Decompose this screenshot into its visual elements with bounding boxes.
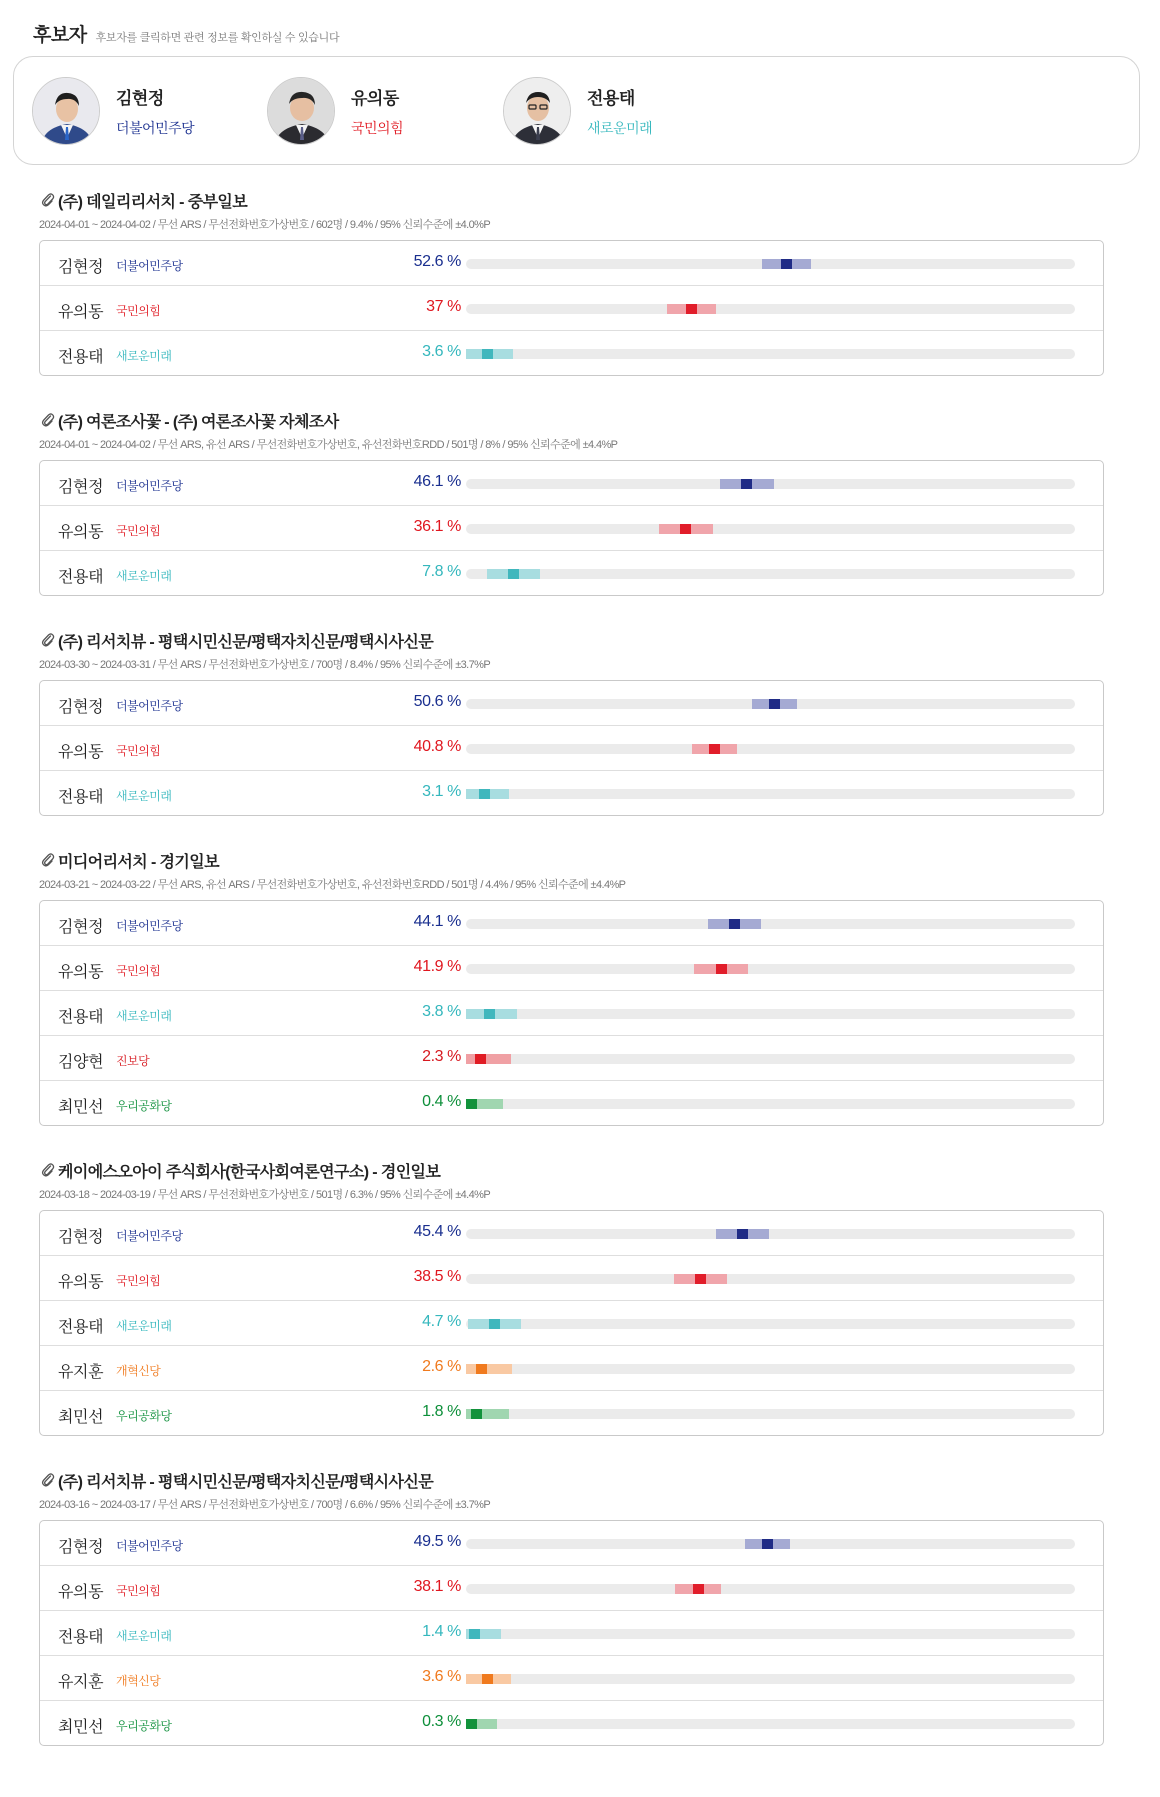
result-candidate-name: 유지훈 — [58, 1674, 104, 1691]
estimate-point-marker — [716, 964, 727, 974]
result-bar-track — [466, 1409, 1075, 1419]
poll-results-table — [39, 680, 1104, 816]
poll-results-table — [39, 900, 1104, 1126]
result-party-name: 국민의힘 — [116, 744, 161, 758]
result-percentage: 40.8 % — [413, 738, 461, 755]
poll-results-table — [39, 1210, 1104, 1436]
poll-meta: 2024-03-30 ~ 2024-03-31 / 무선 ARS / 무선전화번호가상번호 / 700명 / 8.4% / 95% 신뢰수준에 ±3.7%P — [39, 659, 491, 671]
estimate-point-marker — [737, 1229, 748, 1239]
candidate-party: 새로운미래 — [587, 120, 653, 136]
poll-results-table — [39, 240, 1104, 376]
estimate-point-marker — [489, 1319, 500, 1329]
poll-section — [39, 1470, 1104, 1746]
result-party-name: 국민의힘 — [116, 304, 161, 318]
result-candidate-name: 김현정 — [58, 1229, 104, 1246]
poll-section — [39, 630, 1104, 816]
result-row[interactable] — [40, 901, 1103, 946]
estimate-point-marker — [476, 1364, 487, 1374]
result-candidate-name: 김현정 — [58, 259, 104, 276]
result-party-name: 새로운미래 — [116, 569, 172, 583]
candidate-party: 더불어민주당 — [116, 120, 195, 136]
result-bar-track — [466, 1274, 1075, 1284]
result-candidate-name: 유의동 — [58, 524, 104, 541]
poll-title-row — [39, 410, 1104, 430]
candidate-name: 유의동 — [351, 89, 399, 108]
result-candidate-name: 김현정 — [58, 699, 104, 716]
result-party-name: 우리공화당 — [116, 1409, 172, 1423]
result-percentage: 7.8 % — [422, 563, 461, 580]
result-party-name: 더불어민주당 — [116, 919, 183, 933]
result-bar-track — [466, 1629, 1075, 1639]
result-percentage: 2.6 % — [422, 1358, 461, 1375]
result-row[interactable] — [40, 1256, 1103, 1301]
result-candidate-name: 최민선 — [58, 1409, 104, 1426]
result-bar-track — [466, 1319, 1075, 1329]
result-party-name: 국민의힘 — [116, 1274, 161, 1288]
result-percentage: 3.6 % — [422, 1668, 461, 1685]
poll-section — [39, 850, 1104, 1126]
poll-title: (주) 리서치뷰 - 평택시민신문/평택자치신문/평택시사신문 — [58, 633, 434, 651]
paperclip-icon — [41, 1162, 55, 1178]
result-bar-track — [466, 479, 1075, 489]
result-percentage: 45.4 % — [413, 1223, 461, 1240]
result-row[interactable] — [40, 551, 1103, 595]
poll-results-table — [39, 1520, 1104, 1746]
estimate-point-marker — [709, 744, 720, 754]
result-percentage: 3.8 % — [422, 1003, 461, 1020]
estimate-point-marker — [508, 569, 519, 579]
result-party-name: 개혁신당 — [116, 1364, 161, 1378]
poll-meta: 2024-03-21 ~ 2024-03-22 / 무선 ARS, 유선 ARS / 무선전화번호가상번호, 유선전화번호RDD / 501명 / 4.4% / 95% 신뢰수준에 ±4.4%P — [39, 879, 626, 891]
result-row[interactable] — [40, 286, 1103, 331]
result-row[interactable] — [40, 241, 1103, 286]
result-percentage: 4.7 % — [422, 1313, 461, 1330]
result-bar-track — [466, 1719, 1075, 1729]
poll-results-table — [39, 460, 1104, 596]
paperclip-icon — [41, 192, 55, 208]
candidate-card-kim[interactable] — [32, 77, 194, 145]
result-percentage: 2.3 % — [422, 1048, 461, 1065]
result-percentage: 36.1 % — [413, 518, 461, 535]
paperclip-icon — [41, 852, 55, 868]
result-party-name: 새로운미래 — [116, 1009, 172, 1023]
poll-meta: 2024-04-01 ~ 2024-04-02 / 무선 ARS, 유선 ARS / 무선전화번호가상번호, 유선전화번호RDD / 501명 / 8% / 95% 신뢰수준에 ±4.4%P — [39, 439, 618, 451]
result-party-name: 국민의힘 — [116, 1584, 161, 1598]
result-row[interactable] — [40, 946, 1103, 991]
result-party-name: 새로운미래 — [116, 1629, 172, 1643]
portrait-icon[interactable] — [503, 77, 571, 145]
estimate-point-marker — [482, 349, 493, 359]
result-row[interactable] — [40, 461, 1103, 506]
poll-meta: 2024-04-01 ~ 2024-04-02 / 무선 ARS / 무선전화번호가상번호 / 602명 / 9.4% / 95% 신뢰수준에 ±4.0%P — [39, 219, 491, 231]
poll-meta: 2024-03-16 ~ 2024-03-17 / 무선 ARS / 무선전화번호가상번호 / 700명 / 6.6% / 95% 신뢰수준에 ±3.7%P — [39, 1499, 491, 1511]
candidate-name: 전용태 — [587, 89, 635, 108]
candidate-card-jeon[interactable] — [503, 77, 652, 145]
result-candidate-name: 김현정 — [58, 479, 104, 496]
section-description: 후보자를 클릭하면 관련 정보를 확인하실 수 있습니다 — [95, 32, 340, 44]
result-candidate-name: 유지훈 — [58, 1364, 104, 1381]
result-percentage: 0.4 % — [422, 1093, 461, 1110]
poll-title-row — [39, 190, 1104, 210]
result-row[interactable] — [40, 1611, 1103, 1656]
estimate-point-marker — [781, 259, 792, 269]
result-party-name: 더불어민주당 — [116, 479, 183, 493]
result-row[interactable] — [40, 1036, 1103, 1081]
result-bar-track — [466, 789, 1075, 799]
result-row[interactable] — [40, 331, 1103, 375]
result-bar-track — [466, 524, 1075, 534]
estimate-point-marker — [484, 1009, 495, 1019]
result-party-name: 진보당 — [116, 1054, 150, 1068]
estimate-point-marker — [680, 524, 691, 534]
section-title: 후보자 — [33, 25, 87, 46]
result-bar-track — [466, 964, 1075, 974]
result-bar-track — [466, 919, 1075, 929]
result-candidate-name: 전용태 — [58, 789, 104, 806]
result-percentage: 46.1 % — [413, 473, 461, 490]
result-candidate-name: 전용태 — [58, 1009, 104, 1026]
result-percentage: 38.1 % — [413, 1578, 461, 1595]
result-candidate-name: 전용태 — [58, 1319, 104, 1336]
estimate-point-marker — [479, 789, 490, 799]
result-candidate-name: 전용태 — [58, 569, 104, 586]
result-party-name: 우리공화당 — [116, 1719, 172, 1733]
poll-section — [39, 1160, 1104, 1436]
result-row[interactable] — [40, 1566, 1103, 1611]
result-bar-track — [466, 1054, 1075, 1064]
estimate-point-marker — [741, 479, 752, 489]
paperclip-icon — [41, 632, 55, 648]
candidate-party: 국민의힘 — [351, 120, 404, 136]
poll-title-row — [39, 850, 1104, 870]
estimate-point-marker — [762, 1539, 773, 1549]
poll-meta: 2024-03-18 ~ 2024-03-19 / 무선 ARS / 무선전화번호가상번호 / 501명 / 6.3% / 95% 신뢰수준에 ±4.4%P — [39, 1189, 491, 1201]
result-party-name: 새로운미래 — [116, 1319, 172, 1333]
candidate-name: 김현정 — [116, 89, 164, 108]
result-row[interactable] — [40, 1701, 1103, 1745]
result-candidate-name: 최민선 — [58, 1719, 104, 1736]
poll-title: (주) 데일리리서치 - 중부일보 — [58, 193, 248, 211]
result-party-name: 우리공화당 — [116, 1099, 172, 1113]
result-candidate-name: 유의동 — [58, 1584, 104, 1601]
poll-title: (주) 리서치뷰 - 평택시민신문/평택자치신문/평택시사신문 — [58, 1473, 434, 1491]
result-bar-track — [466, 304, 1075, 314]
result-candidate-name: 유의동 — [58, 964, 104, 981]
result-bar-track — [466, 1229, 1075, 1239]
estimate-point-marker — [769, 699, 780, 709]
result-party-name: 더불어민주당 — [116, 699, 183, 713]
result-row[interactable] — [40, 726, 1103, 771]
portrait-icon[interactable] — [32, 77, 100, 145]
confidence-interval-bar — [466, 1364, 512, 1374]
result-bar-track — [466, 1674, 1075, 1684]
estimate-point-marker — [475, 1054, 486, 1064]
result-bar-track — [466, 1584, 1075, 1594]
result-row[interactable] — [40, 1301, 1103, 1346]
estimate-point-marker — [695, 1274, 706, 1284]
result-row[interactable] — [40, 1391, 1103, 1435]
estimate-point-marker — [482, 1674, 493, 1684]
result-row[interactable] — [40, 1081, 1103, 1125]
result-bar-track — [466, 1099, 1075, 1109]
result-party-name: 국민의힘 — [116, 524, 161, 538]
candidate-card-yoo[interactable] — [267, 77, 403, 145]
result-candidate-name: 김현정 — [58, 919, 104, 936]
result-row[interactable] — [40, 991, 1103, 1036]
estimate-point-marker — [466, 1719, 477, 1729]
result-percentage: 3.1 % — [422, 783, 461, 800]
estimate-point-marker — [469, 1629, 480, 1639]
result-percentage: 3.6 % — [422, 343, 461, 360]
poll-title: (주) 여론조사꽃 - (주) 여론조사꽃 자체조사 — [58, 413, 339, 431]
candidate-list — [13, 56, 1140, 165]
result-party-name: 더불어민주당 — [116, 1539, 183, 1553]
result-bar-track — [466, 349, 1075, 359]
result-percentage: 52.6 % — [413, 253, 461, 270]
estimate-point-marker — [471, 1409, 482, 1419]
result-percentage: 38.5 % — [413, 1268, 461, 1285]
paperclip-icon — [41, 1472, 55, 1488]
result-row[interactable] — [40, 506, 1103, 551]
result-row[interactable] — [40, 1346, 1103, 1391]
result-party-name: 국민의힘 — [116, 964, 161, 978]
result-party-name: 새로운미래 — [116, 789, 172, 803]
result-percentage: 37 % — [426, 298, 461, 315]
result-party-name: 더불어민주당 — [116, 259, 183, 273]
result-row[interactable] — [40, 771, 1103, 815]
estimate-point-marker — [686, 304, 697, 314]
result-row[interactable] — [40, 681, 1103, 726]
result-row[interactable] — [40, 1211, 1103, 1256]
result-candidate-name: 김현정 — [58, 1539, 104, 1556]
result-candidate-name: 최민선 — [58, 1099, 104, 1116]
result-party-name: 새로운미래 — [116, 349, 172, 363]
portrait-icon[interactable] — [267, 77, 335, 145]
poll-title-row — [39, 630, 1104, 650]
result-party-name: 개혁신당 — [116, 1674, 161, 1688]
result-bar-track — [466, 699, 1075, 709]
confidence-interval-bar — [466, 1054, 511, 1064]
result-candidate-name: 김양현 — [58, 1054, 104, 1071]
result-row[interactable] — [40, 1656, 1103, 1701]
estimate-point-marker — [729, 919, 740, 929]
result-candidate-name: 유의동 — [58, 1274, 104, 1291]
result-bar-track — [466, 259, 1075, 269]
result-candidate-name: 전용태 — [58, 349, 104, 366]
result-bar-track — [466, 1539, 1075, 1549]
result-party-name: 더불어민주당 — [116, 1229, 183, 1243]
result-percentage: 41.9 % — [413, 958, 461, 975]
result-percentage: 0.3 % — [422, 1713, 461, 1730]
result-bar-track — [466, 1364, 1075, 1374]
result-percentage: 44.1 % — [413, 913, 461, 930]
poll-section — [39, 190, 1104, 376]
result-candidate-name: 유의동 — [58, 304, 104, 321]
poll-section — [39, 410, 1104, 596]
result-candidate-name: 유의동 — [58, 744, 104, 761]
result-row[interactable] — [40, 1521, 1103, 1566]
candidates-header — [33, 20, 339, 47]
poll-title-row — [39, 1160, 1104, 1180]
poll-title: 미디어리서치 - 경기일보 — [58, 853, 219, 871]
result-bar-track — [466, 569, 1075, 579]
result-bar-track — [466, 744, 1075, 754]
estimate-point-marker — [466, 1099, 477, 1109]
result-bar-track — [466, 1009, 1075, 1019]
result-percentage: 50.6 % — [413, 693, 461, 710]
paperclip-icon — [41, 412, 55, 428]
estimate-point-marker — [693, 1584, 704, 1594]
poll-title-row — [39, 1470, 1104, 1490]
result-percentage: 49.5 % — [413, 1533, 461, 1550]
poll-title: 케이에스오아이 주식회사(한국사회여론연구소) - 경인일보 — [58, 1163, 441, 1181]
result-percentage: 1.4 % — [422, 1623, 461, 1640]
result-candidate-name: 전용태 — [58, 1629, 104, 1646]
result-percentage: 1.8 % — [422, 1403, 461, 1420]
